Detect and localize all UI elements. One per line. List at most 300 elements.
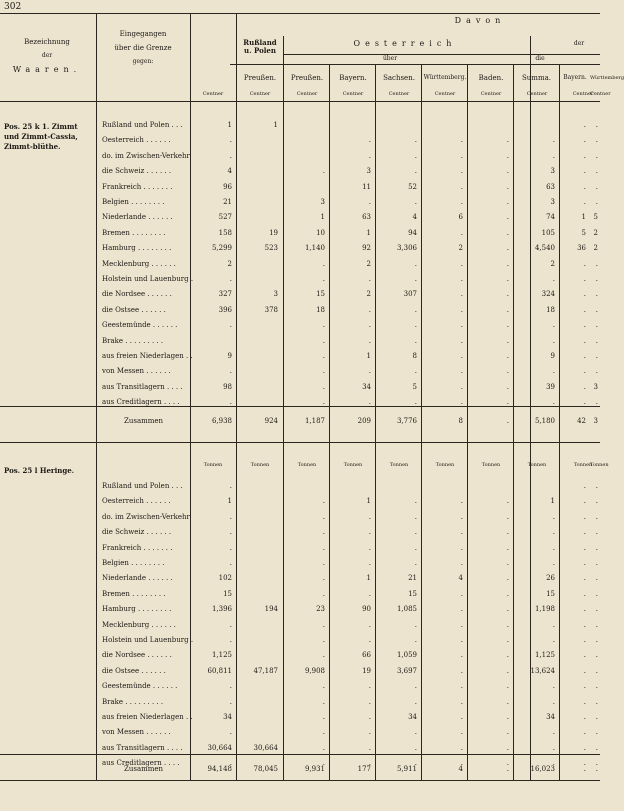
cell-value: . xyxy=(460,682,463,691)
cell-value: . xyxy=(595,482,598,490)
cell-value: . xyxy=(368,198,371,206)
cell-value: . xyxy=(506,559,509,567)
cell-value: . xyxy=(229,398,232,407)
unit-label: Tonnen xyxy=(481,462,501,468)
table-row xyxy=(0,229,600,242)
col-bayern: Bayern. xyxy=(339,74,367,82)
table-row xyxy=(0,744,600,757)
cell-value: 34 xyxy=(362,382,371,391)
cell-value: . xyxy=(506,697,509,706)
cell-value: . xyxy=(583,321,586,330)
cell-value: 90 xyxy=(362,605,371,614)
cell-value: . xyxy=(583,259,586,268)
cell-value: . xyxy=(229,620,232,629)
table-row xyxy=(0,590,600,603)
cell-value: . xyxy=(460,182,463,191)
total-value: . xyxy=(506,765,509,773)
table-row xyxy=(0,136,600,149)
row-label: Frankreich . . . . . . . xyxy=(102,182,173,191)
table-row xyxy=(0,482,600,495)
cell-value: 307 xyxy=(403,290,417,299)
cell-value: . xyxy=(595,167,598,176)
cell-value: 96 xyxy=(223,182,232,191)
cell-value: 4 xyxy=(412,213,417,222)
unit-label: Centner xyxy=(249,91,271,97)
cell-value: . xyxy=(506,620,509,629)
cell-value: 21 xyxy=(223,198,232,206)
cell-value: . xyxy=(460,543,463,552)
cell-value: 1,140 xyxy=(304,244,325,253)
row-label: aus Creditlagern . . . . xyxy=(102,759,180,768)
cell-value: . xyxy=(595,275,598,283)
cell-value: . xyxy=(506,259,509,268)
cell-value: . xyxy=(506,367,509,376)
cell-value: . xyxy=(595,636,598,644)
cell-value: 39 xyxy=(546,382,555,391)
cell-value: 63 xyxy=(362,213,371,222)
cell-value: . xyxy=(460,198,463,206)
cell-value: . xyxy=(583,666,586,675)
total-value: 1,187 xyxy=(304,417,325,425)
row-label: Frankreich . . . . . . . xyxy=(102,543,173,552)
cell-value: . xyxy=(506,512,509,521)
cell-value: . xyxy=(595,589,598,598)
cell-value: . xyxy=(595,136,598,145)
total-value: 924 xyxy=(264,417,278,425)
cell-value: . xyxy=(460,497,463,506)
cell-value: . xyxy=(583,136,586,145)
total-value: 3,776 xyxy=(396,417,417,425)
cell-value: . xyxy=(506,759,509,768)
row-label: Oesterreich . . . . . . xyxy=(102,136,171,145)
table-row xyxy=(0,528,600,541)
row-label: Hamburg . . . . . . . . xyxy=(102,605,172,614)
cell-value: . xyxy=(583,305,586,314)
cell-value: . xyxy=(583,482,586,490)
unit-label: Centner xyxy=(296,91,318,97)
unit-label: Centner xyxy=(526,91,548,97)
row-label: die Nordsee . . . . . . xyxy=(102,651,172,660)
cell-value: . xyxy=(595,666,598,675)
header-oesterreich: Oesterreich xyxy=(353,39,457,48)
header-davon: Davon xyxy=(454,16,506,25)
total-value: 3 xyxy=(593,417,598,425)
total-value: . xyxy=(595,765,598,773)
cell-value: . xyxy=(506,682,509,691)
unit-label: Tonnen xyxy=(203,462,223,468)
cell-value: 1 xyxy=(227,121,232,129)
cell-value: . xyxy=(368,636,371,644)
cell-value: 92 xyxy=(362,244,371,253)
cell-value: . xyxy=(583,697,586,706)
cell-value: . xyxy=(595,759,598,768)
cell-value: . xyxy=(368,697,371,706)
row-label: aus Creditlagern . . . . xyxy=(102,398,180,407)
unit-label: Centner xyxy=(342,91,364,97)
table-row xyxy=(0,513,600,526)
cell-value: 1,125 xyxy=(534,651,555,660)
row-label: Geestemünde . . . . . . xyxy=(102,321,178,330)
cell-value: 2 xyxy=(550,259,555,268)
cell-value: . xyxy=(322,167,325,176)
cell-value: 1,198 xyxy=(534,605,555,614)
cell-value: . xyxy=(506,497,509,506)
cell-value: 10 xyxy=(316,228,325,237)
cell-value: . xyxy=(368,620,371,629)
row-label: aus freien Niederlagen . . xyxy=(102,352,193,360)
cell-value: . xyxy=(414,512,417,521)
unit-label: Tonnen xyxy=(250,462,270,468)
cell-value: 105 xyxy=(541,228,555,237)
unit-label: Tonnen xyxy=(527,462,547,468)
cell-value: 1,396 xyxy=(211,605,232,614)
cell-value: 3 xyxy=(273,290,278,299)
cell-value: . xyxy=(583,352,586,360)
cell-value: . xyxy=(322,336,325,345)
table-row xyxy=(0,497,600,510)
cell-value: . xyxy=(583,682,586,691)
cell-value: . xyxy=(552,559,555,567)
total-value: . xyxy=(506,417,509,425)
cell-value: 194 xyxy=(264,605,278,614)
cell-value: . xyxy=(460,259,463,268)
table-row xyxy=(0,121,600,134)
cell-value: 74 xyxy=(546,213,555,222)
row-label: do. im Zwischen-Verkehr xyxy=(102,512,190,521)
unit-label: Tonnen xyxy=(590,462,609,468)
cell-value: . xyxy=(583,275,586,283)
cell-value: . xyxy=(322,543,325,552)
row-label: Bremen . . . . . . . . xyxy=(102,228,166,237)
total-value: . xyxy=(583,765,586,773)
total-value: 6,938 xyxy=(211,417,232,425)
total-value: 94,148 xyxy=(207,765,232,773)
cell-value: . xyxy=(595,367,598,376)
table-row xyxy=(0,698,600,711)
cell-value: 3,697 xyxy=(396,666,417,675)
cell-value: . xyxy=(322,352,325,360)
table-row xyxy=(0,605,600,618)
cell-value: . xyxy=(595,697,598,706)
header-russland-2: u. Polen xyxy=(244,46,276,55)
cell-value: . xyxy=(595,497,598,506)
cell-value: . xyxy=(460,382,463,391)
cell-value: 94 xyxy=(408,228,417,237)
cell-value: . xyxy=(552,398,555,407)
cell-value: 5 xyxy=(593,213,598,222)
cell-value: 327 xyxy=(218,290,232,299)
table-row xyxy=(0,198,600,211)
cell-value: . xyxy=(368,589,371,598)
cell-value: 4 xyxy=(458,574,463,583)
cell-value: . xyxy=(460,352,463,360)
cell-value: . xyxy=(414,636,417,644)
row-label: Holstein und Lauenburg . xyxy=(102,275,194,283)
cell-value: . xyxy=(229,543,232,552)
row-label: Brake . . . . . . . . . xyxy=(102,336,164,345)
cell-value: . xyxy=(595,713,598,721)
row-label: Belgien . . . . . . . . xyxy=(102,559,165,567)
header-bezeichnung-2: der xyxy=(41,52,53,59)
cell-value: 3,306 xyxy=(396,244,417,253)
table-row xyxy=(0,337,600,350)
row-label: Oesterreich . . . . . . xyxy=(102,497,171,506)
table-row xyxy=(0,321,600,334)
header-russland-1: Rußland xyxy=(243,38,277,47)
cell-value: . xyxy=(368,336,371,345)
cell-value: . xyxy=(506,528,509,537)
cell-value: . xyxy=(460,666,463,675)
cell-value: . xyxy=(595,321,598,330)
cell-value: . xyxy=(595,305,598,314)
cell-value: . xyxy=(583,528,586,537)
cell-value: . xyxy=(595,574,598,583)
unit-label: Tonnen xyxy=(389,462,409,468)
cell-value: . xyxy=(583,167,586,176)
total-value: 9,931 xyxy=(304,765,325,773)
cell-value: 378 xyxy=(264,305,278,314)
row-label: Holstein und Lauenburg . xyxy=(102,636,194,644)
cell-value: 52 xyxy=(408,182,417,191)
cell-value: . xyxy=(595,620,598,629)
cell-value: . xyxy=(322,697,325,706)
row-label: Mecklenburg . . . . . . xyxy=(102,259,176,268)
cell-value: . xyxy=(229,728,232,737)
cell-value: 47,187 xyxy=(253,666,278,675)
row-label: die Ostsee . . . . . . xyxy=(102,305,166,314)
cell-value: 2 xyxy=(227,259,232,268)
cell-value: . xyxy=(460,728,463,737)
cell-value: 60,811 xyxy=(207,666,232,675)
row-label: von Messen . . . . . . xyxy=(102,367,171,376)
cell-value: . xyxy=(583,651,586,660)
row-label: Rußland und Polen . . . xyxy=(102,482,183,490)
cell-value: . xyxy=(322,275,325,283)
cell-value: . xyxy=(414,275,417,283)
cell-value: . xyxy=(229,512,232,521)
row-label: die Ostsee . . . . . . xyxy=(102,666,166,675)
cell-value: 324 xyxy=(541,290,555,299)
col-preussen-1: Preußen. xyxy=(243,74,277,82)
cell-value: 2 xyxy=(366,259,371,268)
cell-value: . xyxy=(506,213,509,222)
cell-value: . xyxy=(414,367,417,376)
row-label: aus Transitlagern . . . . xyxy=(102,743,183,752)
unit-label: Tonnen xyxy=(297,462,317,468)
cell-value: 9 xyxy=(227,352,232,360)
cell-value: . xyxy=(583,497,586,506)
cell-value: 98 xyxy=(223,382,232,391)
cell-value: 1 xyxy=(581,213,586,222)
table-row xyxy=(0,152,600,165)
cell-value: . xyxy=(322,497,325,506)
cell-value: . xyxy=(583,713,586,721)
cell-value: . xyxy=(583,182,586,191)
cell-value: 21 xyxy=(408,574,417,583)
table-row xyxy=(0,559,600,572)
cell-value: . xyxy=(229,151,232,160)
cell-value: . xyxy=(595,743,598,752)
cell-value: . xyxy=(583,151,586,160)
cell-value: 19 xyxy=(269,228,278,237)
cell-value: . xyxy=(595,512,598,521)
cell-value: 4 xyxy=(227,167,232,176)
cell-value: 2 xyxy=(593,244,598,253)
table-row xyxy=(0,167,600,180)
cell-value: . xyxy=(460,636,463,644)
cell-value: . xyxy=(460,605,463,614)
cell-value: . xyxy=(368,305,371,314)
cell-value: . xyxy=(229,559,232,567)
cell-value: . xyxy=(414,743,417,752)
cell-value: 527 xyxy=(218,213,232,222)
cell-value: . xyxy=(506,743,509,752)
cell-value: . xyxy=(460,275,463,283)
row-label: do. im Zwischen-Verkehr xyxy=(102,151,190,160)
table-row xyxy=(0,290,600,303)
cell-value: . xyxy=(368,275,371,283)
cell-value: . xyxy=(322,682,325,691)
cell-value: . xyxy=(414,559,417,567)
cell-value: . xyxy=(460,167,463,176)
header-eingegangen-3: gegen: xyxy=(132,58,154,65)
cell-value: . xyxy=(229,367,232,376)
cell-value: 15 xyxy=(546,589,555,598)
cell-value: . xyxy=(595,290,598,299)
cell-value: 1 xyxy=(366,352,371,360)
cell-value: . xyxy=(595,352,598,360)
table-row xyxy=(0,713,600,726)
total-value: 4 xyxy=(458,765,463,773)
cell-value: . xyxy=(322,743,325,752)
cell-value: . xyxy=(583,398,586,407)
cell-value: . xyxy=(506,151,509,160)
cell-value: . xyxy=(552,743,555,752)
cell-value: . xyxy=(414,259,417,268)
header-ueber: über xyxy=(382,55,398,62)
total-value: 5,180 xyxy=(534,417,555,425)
cell-value: 5,299 xyxy=(211,244,232,253)
section2-total-label: Zusammen xyxy=(124,765,164,773)
table-row xyxy=(0,682,600,695)
cell-value: . xyxy=(583,620,586,629)
cell-value: 102 xyxy=(218,574,232,583)
cell-value: 396 xyxy=(218,305,232,314)
total-value: 78,045 xyxy=(253,765,278,773)
cell-value: . xyxy=(460,290,463,299)
cell-value: 6 xyxy=(458,213,463,222)
page-number: 302 xyxy=(4,2,22,12)
cell-value: 11 xyxy=(362,182,371,191)
cell-value: . xyxy=(229,682,232,691)
table-row xyxy=(0,183,600,196)
cell-value: . xyxy=(322,321,325,330)
cell-value: . xyxy=(595,651,598,660)
cell-value: . xyxy=(506,543,509,552)
cell-value: . xyxy=(552,620,555,629)
cell-value: . xyxy=(583,336,586,345)
cell-value: 5 xyxy=(581,228,586,237)
cell-value: . xyxy=(414,620,417,629)
row-label: Belgien . . . . . . . . xyxy=(102,198,165,206)
cell-value: 15 xyxy=(408,589,417,598)
cell-value: . xyxy=(322,636,325,644)
cell-value: . xyxy=(595,151,598,160)
row-label: Rußland und Polen . . . xyxy=(102,121,183,129)
cell-value: . xyxy=(229,759,232,768)
cell-value: . xyxy=(583,382,586,391)
cell-value: 9 xyxy=(550,352,555,360)
cell-value: . xyxy=(583,574,586,583)
cell-value: . xyxy=(414,167,417,176)
cell-value: 1,059 xyxy=(396,651,417,660)
cell-value: . xyxy=(460,620,463,629)
unit-label: Tonnen xyxy=(573,462,593,468)
cell-value: . xyxy=(322,620,325,629)
cell-value: . xyxy=(368,682,371,691)
cell-value: . xyxy=(322,589,325,598)
cell-value: . xyxy=(583,728,586,737)
cell-value: 18 xyxy=(546,305,555,314)
cell-value: . xyxy=(229,636,232,644)
cell-value: 30,664 xyxy=(207,743,232,752)
cell-value: . xyxy=(414,305,417,314)
cell-value: . xyxy=(506,198,509,206)
cell-value: 23 xyxy=(316,605,325,614)
cell-value: . xyxy=(414,543,417,552)
total-value: 5,911 xyxy=(396,765,417,773)
cell-value: . xyxy=(322,574,325,583)
cell-value: 1 xyxy=(227,497,232,506)
cell-value: 15 xyxy=(223,589,232,598)
cell-value: . xyxy=(595,605,598,614)
cell-value: . xyxy=(552,512,555,521)
cell-value: . xyxy=(506,728,509,737)
row-label: Geestemünde . . . . . . xyxy=(102,682,178,691)
row-label: Niederlande . . . . . . xyxy=(102,574,173,583)
table-row xyxy=(0,367,600,380)
table-row xyxy=(0,275,600,288)
cell-value: . xyxy=(583,743,586,752)
cell-value: . xyxy=(414,728,417,737)
cell-value: . xyxy=(414,398,417,407)
section2-title: Pos. 25 l Heringe. xyxy=(4,466,75,475)
cell-value: . xyxy=(414,759,417,768)
table-row xyxy=(0,398,600,411)
cell-value: 1 xyxy=(366,228,371,237)
cell-value: 5 xyxy=(412,382,417,391)
row-label: die Schweiz . . . . . . xyxy=(102,528,172,537)
cell-value: . xyxy=(322,382,325,391)
row-label: Hamburg . . . . . . . . xyxy=(102,244,172,253)
cell-value: . xyxy=(595,528,598,537)
cell-value: . xyxy=(595,121,598,129)
header-eingegangen-2: über die Grenze xyxy=(114,44,172,52)
unit-label: Centner xyxy=(434,91,456,97)
cell-value: . xyxy=(506,275,509,283)
table-row xyxy=(0,244,600,257)
cell-value: 8 xyxy=(412,352,417,360)
cell-value: 158 xyxy=(218,228,232,237)
cell-value: 1 xyxy=(273,121,278,129)
cell-value: . xyxy=(583,559,586,567)
cell-value: 66 xyxy=(362,651,371,660)
cell-value: . xyxy=(583,636,586,644)
unit-label: Tonnen xyxy=(435,462,455,468)
cell-value: . xyxy=(552,682,555,691)
unit-label: Centner xyxy=(572,91,594,97)
cell-value: 9,908 xyxy=(304,666,325,675)
